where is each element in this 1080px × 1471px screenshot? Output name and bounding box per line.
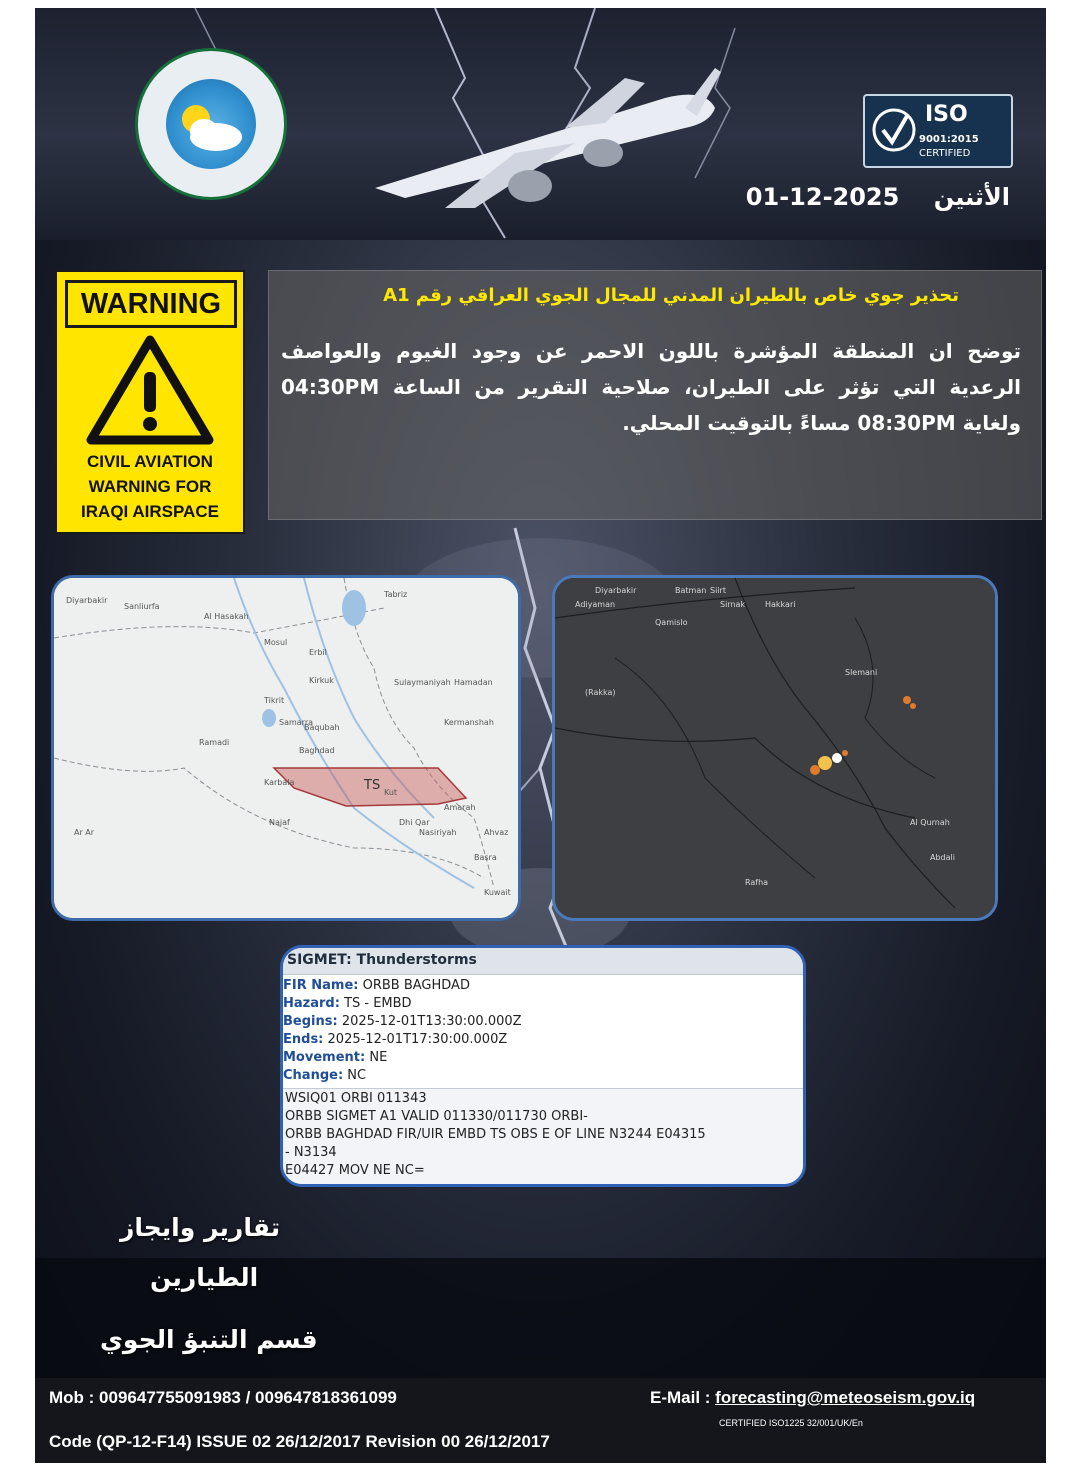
iso-standard: 9001:2015: [919, 134, 979, 145]
sigmet-field-value: NE: [369, 1050, 388, 1065]
sigmet-field-value: ORBB BAGHDAD: [362, 978, 470, 993]
warning-line-1: CIVIL AVIATION: [87, 452, 213, 471]
storm-area-label: TS: [364, 778, 381, 793]
email-link[interactable]: forecasting@meteoseism.gov.iq: [715, 1388, 976, 1407]
sigmet-field: [283, 1050, 387, 1065]
right-place-label: Rafha: [745, 878, 769, 887]
sigmet-field-key: FIR Name:: [283, 978, 359, 993]
map-right-canvas: [555, 578, 995, 918]
date-value: 2025-12-01: [745, 183, 900, 211]
left-place-label: Kuwait: [484, 888, 511, 897]
map-left-canvas: [54, 578, 518, 918]
footer-title-line-2: الطيارين: [150, 1263, 259, 1292]
sigmet-field-key: Hazard:: [283, 996, 340, 1011]
message-title: تحذير جوي خاص بالطيران المدني للمجال الجوي العراقي رقم A1: [383, 285, 959, 306]
right-place-label: Sirnak: [720, 600, 746, 609]
sigmet-field: [283, 978, 470, 993]
document-code: Code (QP-12-F14) ISSUE 02 26/12/2017 Revision 00 26/12/2017: [49, 1432, 550, 1451]
sigmet-field-value: 2025-12-01T13:30:00.000Z: [341, 1014, 522, 1029]
sigmet-raw-line: ORBB BAGHDAD FIR/UIR EMBD TS OBS E OF LINE N3244 E04315: [285, 1127, 706, 1142]
day-name: الأثنين: [933, 183, 1010, 211]
left-place-label: Basra: [474, 853, 497, 862]
message-body: توضح ان المنطقة المؤشرة باللون الاحمر عن وجود الغيوم والعواصف الرعدية التي تؤثر على الطيران، صلاحية التقرير من الساعة 04:30PM ولغاية 08:30PM مساءً بالتوقيت المحلي.: [281, 339, 1021, 435]
sigmet-raw-line: - N3134: [285, 1145, 337, 1160]
left-place-label: Mosul: [264, 638, 288, 647]
sigmet-field-key: Change:: [283, 1068, 344, 1083]
left-place-label: Baghdad: [299, 746, 335, 755]
sigmet-raw-line: E04427 MOV NE NC=: [285, 1163, 425, 1178]
mobile-numbers: [49, 1388, 397, 1408]
sigmet-field: [283, 1014, 522, 1029]
lightning-map: [552, 575, 998, 921]
iso-certified: CERTIFIED: [919, 148, 971, 159]
left-place-label: Kut: [384, 788, 398, 797]
sigmet-field-key: Begins:: [283, 1014, 338, 1029]
left-place-label: Nasiriyah: [419, 828, 457, 837]
bulletin-date: [746, 183, 1010, 211]
sigmet-raw-line: WSIQ01 ORBI 011343: [285, 1091, 427, 1106]
mobile-label: Mob :: [49, 1388, 100, 1407]
sigmet-panel: [280, 945, 806, 1187]
sigmet-raw-line: ORBB SIGMET A1 VALID 011330/011730 ORBI-: [285, 1109, 588, 1124]
email-contact: [650, 1388, 975, 1408]
left-place-label: Najaf: [269, 818, 290, 827]
warning-line-3: IRAQI AIRSPACE: [81, 502, 219, 521]
iso-badge: [863, 94, 1013, 168]
sigmet-field-value: 2025-12-01T17:30:00.000Z: [327, 1032, 508, 1047]
left-place-label: Tabriz: [384, 590, 408, 599]
left-place-label: Ahvaz: [484, 828, 509, 837]
warning-sign: [55, 270, 245, 534]
sigmet-header: [283, 948, 803, 975]
warning-triangle-icon: [85, 334, 215, 446]
left-place-label: Baqubah: [304, 723, 340, 732]
sigmet-field-key: Movement:: [283, 1050, 366, 1065]
left-place-label: Kirkuk: [309, 676, 334, 685]
left-place-label: Sulaymaniyah: [394, 678, 451, 687]
organization-logo: [135, 48, 287, 200]
right-place-label: Siirt: [710, 586, 726, 595]
mobile-value: 009647755091983 / 009647818361099: [99, 1388, 397, 1407]
warning-area-map: [51, 575, 521, 921]
left-place-label: Amarah: [444, 803, 476, 812]
right-place-label: Al Qurnah: [910, 818, 950, 827]
airplane-image: [365, 68, 725, 218]
right-place-label: Diyarbakir: [595, 586, 637, 595]
right-place-label: Qamislo: [655, 618, 688, 627]
left-place-label: Sanliurfa: [124, 602, 160, 611]
left-place-label: Tikrit: [264, 696, 285, 705]
left-place-label: Kermanshah: [444, 718, 494, 727]
left-place-label: Erbil: [309, 648, 327, 657]
left-place-label: Ramadi: [199, 738, 230, 747]
right-place-label: Slemani: [845, 668, 878, 677]
sigmet-field: [283, 996, 412, 1011]
left-place-label: Al Hasakah: [204, 612, 249, 621]
right-place-label: Abdali: [930, 853, 955, 862]
right-place-label: Hakkari: [765, 600, 796, 609]
checkmark-icon: [871, 102, 917, 158]
left-place-label: Hamadan: [454, 678, 493, 687]
left-place-label: Samarra: [279, 718, 314, 727]
footer-title-line-3: قسم التنبؤ الجوي: [100, 1325, 318, 1354]
sigmet-field-key: Ends:: [283, 1032, 324, 1047]
right-place-label: (Rakka): [585, 688, 616, 697]
sigmet-field-value: NC: [347, 1068, 367, 1083]
left-place-label: Karbala: [264, 778, 295, 787]
certified-note: CERTIFIED ISO1225 32/001/UK/En: [719, 1418, 863, 1428]
bulletin-page: [35, 8, 1046, 1463]
footer-title-line-1: تقارير وايجاز: [120, 1213, 281, 1242]
sigmet-field: [283, 1032, 507, 1047]
sigmet-field-value: TS - EMBD: [344, 996, 412, 1011]
sigmet-field: [283, 1068, 366, 1083]
iso-title: ISO: [925, 102, 968, 127]
warning-message-box: [268, 270, 1042, 520]
sigmet-title: SIGMET: Thunderstorms: [287, 952, 477, 968]
left-place-label: Ar Ar: [74, 828, 95, 837]
warning-heading: WARNING: [65, 280, 237, 328]
cloud-sun-icon: [166, 79, 256, 169]
warning-line-2: WARNING FOR: [88, 477, 212, 496]
sigmet-raw-text: [283, 1088, 803, 1185]
left-place-label: Dhi Qar: [399, 818, 430, 827]
right-place-label: Batman: [675, 586, 707, 595]
email-label: E-Mail :: [650, 1388, 716, 1407]
right-place-label: Adiyaman: [575, 600, 616, 609]
left-place-label: Diyarbakir: [66, 596, 108, 605]
contact-footer: [35, 1378, 1046, 1463]
